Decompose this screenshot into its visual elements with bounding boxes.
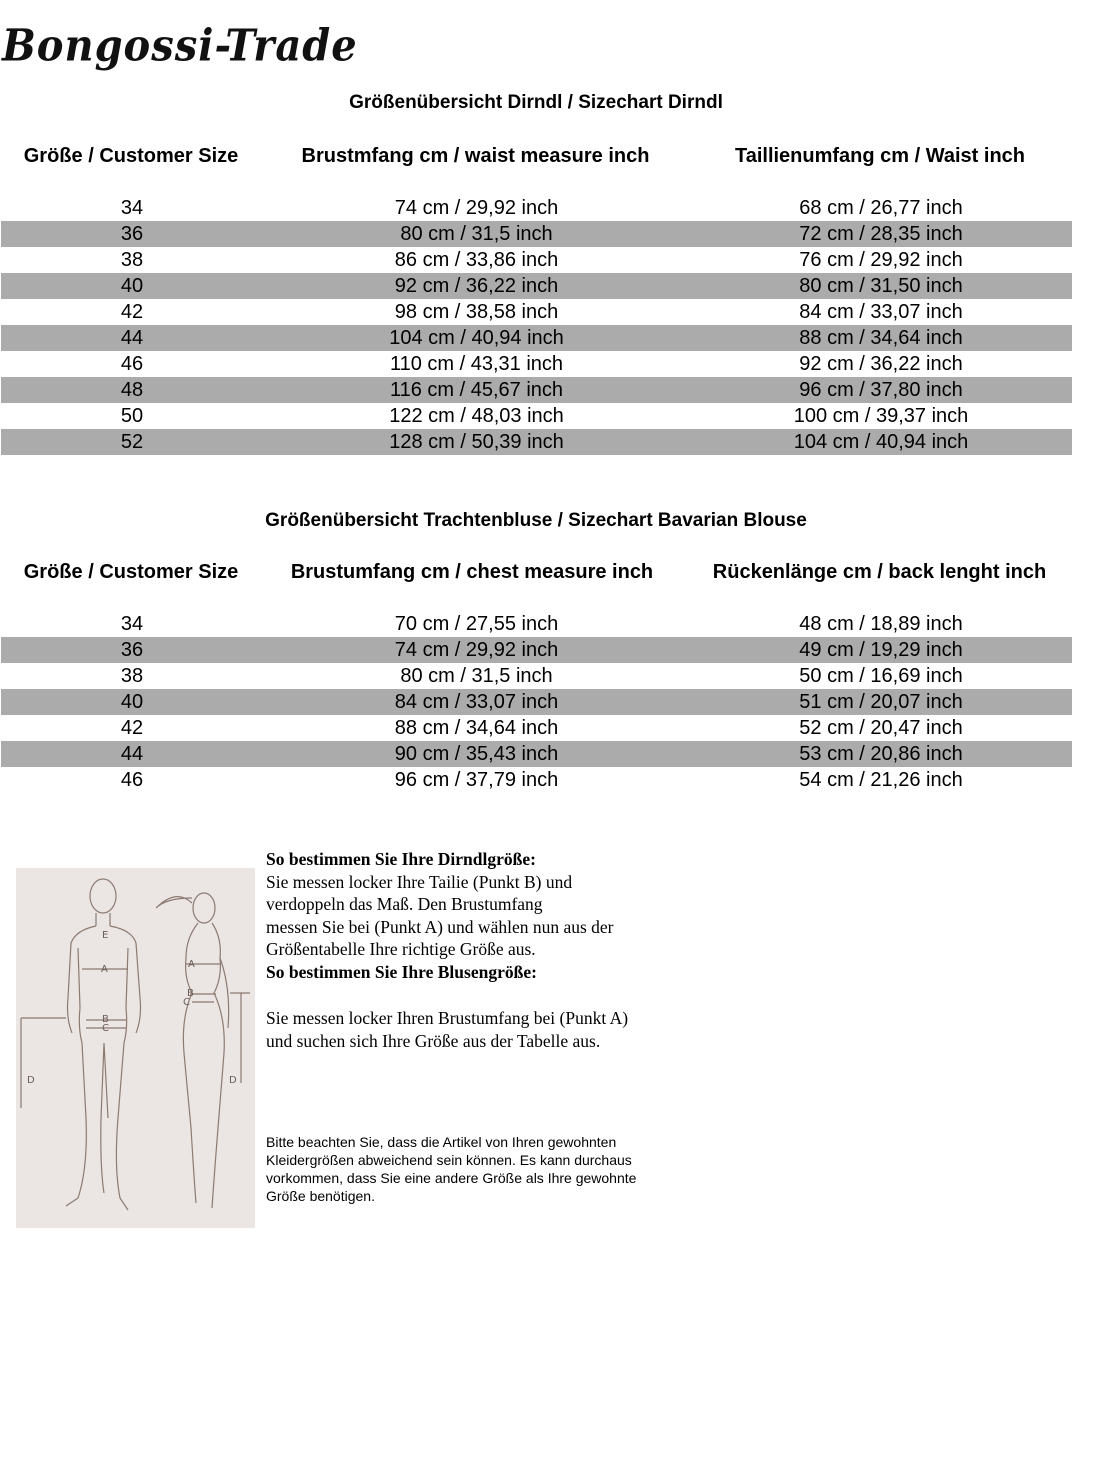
instruction-line: verdoppeln das Maß. Den Brustumfang	[266, 894, 543, 914]
dirndl-header-waist: Taillienumfang cm / Waist inch	[734, 145, 1026, 167]
bust-cell: 80 cm / 31,5 inch	[400, 222, 553, 245]
size-cell: 44	[120, 742, 144, 765]
blouse-instructions	[266, 1007, 628, 1052]
size-cell: 48	[120, 378, 144, 401]
label-a-female: A	[188, 959, 195, 970]
instruction-line: Sie messen locker Ihren Brustumfang bei (Punkt A)	[266, 1008, 629, 1028]
chest-cell: 84 cm / 33,07 inch	[394, 690, 559, 713]
waist-cell: 80 cm / 31,50 inch	[799, 274, 963, 297]
blouse-table-body	[1, 611, 1072, 793]
table-row	[1, 611, 1072, 637]
size-cell: 34	[120, 612, 144, 635]
blouse-header-back: Rückenlänge cm / back lenght inch	[712, 561, 1047, 583]
chest-cell: 70 cm / 27,55 inch	[394, 612, 559, 635]
male-neck	[96, 913, 110, 926]
waist-cell: 72 cm / 28,35 inch	[799, 222, 963, 245]
size-cell: 52	[120, 430, 144, 453]
bust-cell: 86 cm / 33,86 inch	[394, 248, 559, 271]
instruction-line: Sie messen locker Ihre Tailie (Punkt B) und	[266, 871, 573, 892]
label-a-male: A	[101, 964, 108, 975]
size-cell: 40	[120, 690, 144, 713]
chest-cell: 88 cm / 34,64 inch	[394, 716, 559, 739]
blouse-header-chest: Brustumfang cm / chest measure inch	[290, 561, 654, 583]
instruction-line: messen Sie bei (Punkt A) und wählen nun aus der	[266, 916, 614, 937]
size-cell: 46	[120, 352, 144, 375]
back-cell: 51 cm / 20,07 inch	[799, 690, 963, 713]
table-row	[1, 741, 1072, 767]
dirndl-header-size: Größe / Customer Size	[23, 145, 239, 167]
size-cell: 38	[120, 664, 144, 687]
label-e: E	[102, 930, 109, 941]
brand-logo: Bongossi-Trade	[2, 20, 358, 72]
instruction-line: und suchen sich Ihre Größe aus der Tabelle aus.	[266, 1030, 601, 1051]
table-row	[1, 351, 1072, 377]
table-row	[1, 429, 1072, 455]
bust-cell: 98 cm / 38,58 inch	[394, 300, 559, 323]
table-row	[1, 767, 1072, 793]
table-row	[1, 689, 1072, 715]
chest-cell: 90 cm / 35,43 inch	[394, 742, 559, 765]
back-cell: 54 cm / 21,26 inch	[799, 768, 963, 791]
table-row	[1, 637, 1072, 663]
waist-cell: 104 cm / 40,94 inch	[793, 430, 969, 453]
size-cell: 40	[120, 274, 144, 297]
table-row	[1, 221, 1072, 247]
female-head	[193, 893, 215, 923]
chest-cell: 74 cm / 29,92 inch	[394, 638, 559, 661]
table-row	[1, 377, 1072, 403]
waist-cell: 76 cm / 29,92 inch	[799, 248, 963, 271]
label-d-left: D	[27, 1075, 35, 1086]
male-body	[66, 948, 128, 1210]
note-line: Bitte beachten Sie, dass die Artikel von Ihren gewohnten	[266, 1134, 617, 1150]
size-cell: 50	[120, 404, 144, 427]
table-row	[1, 247, 1072, 273]
size-cell: 36	[120, 222, 144, 245]
note-line: Größe benötigen.	[266, 1188, 375, 1204]
back-cell: 53 cm / 20,86 inch	[799, 742, 963, 765]
bust-cell: 122 cm / 48,03 inch	[389, 404, 564, 427]
blouse-instructions-heading: So bestimmen Sie Ihre Blusengröße:	[266, 961, 537, 982]
back-cell: 48 cm / 18,89 inch	[799, 612, 963, 635]
table-row	[1, 299, 1072, 325]
male-head	[90, 879, 116, 913]
bust-cell: 128 cm / 50,39 inch	[389, 430, 564, 453]
note-line: Kleidergrößen abweichend sein können. Es kann durchaus	[266, 1152, 632, 1168]
dirndl-table-body	[1, 195, 1072, 455]
label-c-female: C	[183, 997, 190, 1008]
bust-cell: 116 cm / 45,67 inch	[389, 378, 564, 401]
bust-cell: 104 cm / 40,94 inch	[389, 326, 564, 349]
back-cell: 49 cm / 19,29 inch	[799, 638, 963, 661]
table-row	[1, 325, 1072, 351]
label-b-male: B	[102, 1014, 109, 1025]
back-cell: 50 cm / 16,69 inch	[799, 664, 963, 687]
dirndl-header-bust: Brustmfang cm / waist measure inch	[301, 145, 650, 167]
size-cell: 44	[120, 326, 144, 349]
size-cell: 36	[120, 638, 144, 661]
size-cell: 42	[120, 300, 144, 323]
table-row	[1, 403, 1072, 429]
waist-cell: 92 cm / 36,22 inch	[799, 352, 963, 375]
measurement-figure	[16, 868, 255, 1228]
note-line: vorkommen, dass Sie eine andere Größe als Ihre gewohnte	[266, 1170, 637, 1186]
size-cell: 46	[120, 768, 144, 791]
bust-cell: 92 cm / 36,22 inch	[394, 274, 559, 297]
back-cell: 52 cm / 20,47 inch	[799, 716, 963, 739]
dirndl-instructions	[266, 848, 614, 983]
waist-cell: 96 cm / 37,80 inch	[799, 378, 963, 401]
dirndl-instructions-heading: So bestimmen Sie Ihre Dirndlgröße:	[266, 849, 536, 869]
blouse-table-title: Größenübersicht Trachtenbluse / Sizechart Bavarian Blouse	[265, 510, 807, 531]
size-cell: 34	[120, 196, 144, 219]
label-c-male: C	[102, 1023, 109, 1034]
table-row	[1, 273, 1072, 299]
size-deviation-note	[266, 1133, 706, 1205]
dirndl-table-title: Größenübersicht Dirndl / Sizechart Dirndl	[349, 92, 723, 113]
waist-cell: 88 cm / 34,64 inch	[799, 326, 963, 349]
blouse-header-size: Größe / Customer Size	[23, 561, 239, 583]
waist-cell: 84 cm / 33,07 inch	[799, 300, 963, 323]
line-d-left	[21, 1018, 66, 1108]
body-outline-illustration	[16, 868, 255, 1228]
waist-cell: 68 cm / 26,77 inch	[799, 196, 963, 219]
label-b-female: B	[187, 988, 194, 999]
table-row	[1, 195, 1072, 221]
male-legs	[101, 1043, 108, 1193]
female-arm	[220, 958, 229, 1028]
size-cell: 42	[120, 716, 144, 739]
label-d-right: D	[229, 1075, 237, 1086]
size-cell: 38	[120, 248, 144, 271]
chest-cell: 96 cm / 37,79 inch	[394, 768, 559, 791]
bust-cell: 110 cm / 43,31 inch	[389, 352, 564, 375]
chest-cell: 80 cm / 31,5 inch	[400, 664, 553, 687]
table-row	[1, 715, 1072, 741]
bust-cell: 74 cm / 29,92 inch	[394, 196, 559, 219]
female-raised-arm	[156, 897, 192, 908]
waist-cell: 100 cm / 39,37 inch	[793, 404, 969, 427]
table-row	[1, 663, 1072, 689]
line-d-right	[230, 993, 250, 1083]
instruction-line: Größentabelle Ihre richtige Größe aus.	[266, 939, 536, 959]
